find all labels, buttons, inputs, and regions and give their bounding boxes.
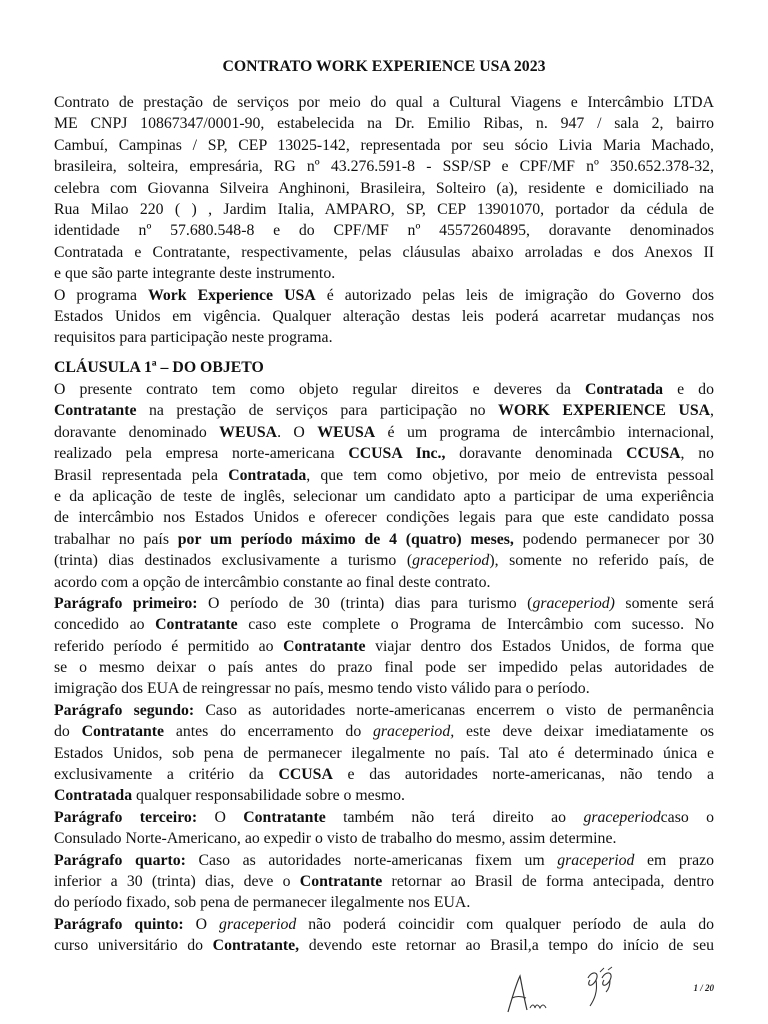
text-run: e das autoridades norte-americanas, não tendo a (332, 766, 714, 784)
text-run: concedido ao (54, 616, 156, 634)
bold-term: WORK EXPERIENCE USA (498, 402, 711, 420)
intro-line: celebra com Giovanna Silveira Anghinoni, Brasileira, Solteiro (a), residente e domiciliado na (54, 179, 714, 197)
clause-line (54, 529, 714, 550)
text-run: (trinta) dias destinados exclusivamente a turismo ( (54, 552, 413, 570)
italic-term: graceperiod (412, 552, 490, 570)
text-run: do (54, 723, 82, 741)
italic-term: graceperiod) (532, 594, 615, 612)
intro-line: Contrato de prestação de serviços por meio do qual a Cultural Viagens e Intercâmbio LTDA (54, 94, 714, 111)
text-run: trabalhar no país (54, 530, 178, 548)
text-run: O presente contrato tem como objeto regular direitos e deveres da (54, 381, 585, 398)
text-run: é um programa de intercâmbio internacional, (375, 423, 714, 441)
text-run: não poderá coincidir com qualquer período de aula do (296, 915, 714, 933)
paragraph-2-line (54, 721, 714, 742)
signature-initials-1 (500, 968, 560, 1018)
text-run: doravante denominada (445, 445, 627, 463)
paragraph-2-line (54, 785, 714, 806)
text-run: O (183, 915, 220, 933)
clause-1-body (54, 379, 714, 957)
clause-line: de intercâmbio nos Estados Unidos e oferecer condições legais para que este candidato possa (54, 509, 714, 527)
intro-paragraph (54, 92, 714, 349)
clause-heading: CLÁUSULA 1ª – DO OBJETO (54, 359, 264, 376)
bold-term: Contratante (155, 616, 238, 634)
text-run: O programa (54, 286, 148, 304)
paragraph-label: Parágrafo segundo: (54, 701, 195, 719)
program-line (54, 285, 714, 306)
text-run: também não terá direito ao (325, 808, 584, 826)
page-number: 1 / 20 (693, 983, 714, 993)
text-run: , que tem como objetivo, por meio de entrevista pessoal (306, 466, 714, 484)
intro-line: Cambuí, Campinas / SP, CEP 13025-142, representada por seu sócio Livia Maria Machado, (54, 136, 714, 154)
text-run: exclusivamente a critério da (54, 766, 279, 784)
bold-term: Contratante (81, 723, 165, 741)
text-run: é autorizado pelas leis de imigração do Governo dos (315, 286, 714, 304)
text-run: , (710, 402, 714, 420)
paragraph-4-line (54, 850, 714, 871)
text-run: realizado pela empresa norte-americana (54, 445, 349, 463)
italic-term: graceperiod, (373, 723, 455, 741)
text-run: Caso as autoridades norte-americanas fixem um (185, 851, 558, 869)
text-run: Brasil representada pela (54, 466, 229, 484)
text-run: ), somente no referido país, de (489, 552, 714, 570)
bold-term: Contratante (243, 808, 326, 826)
text-run: retornar ao Brasil de forma antecipada, dentro (382, 872, 714, 890)
bold-term: CCUSA Inc., (348, 445, 446, 463)
text-run: Caso as autoridades norte-americanas encerrem o visto de permanência (194, 701, 714, 719)
bold-term: por um período máximo de 4 (quatro) meses, (177, 530, 514, 548)
intro-line: brasileira, solteira, empresária, RG nº 43.276.591-8 - SSP/SP e CPF/MF nº 350.652.378-32, (54, 158, 714, 176)
paragraph-5-line (54, 914, 714, 935)
text-run: O período de 30 (trinta) dias para turismo ( (197, 594, 533, 612)
clause-line (54, 465, 714, 486)
italic-term: graceperiod (557, 851, 635, 869)
intro-line: ME CNPJ 10867347/0001-90, estabelecida na Dr. Emilio Ribas, n. 947 / sala 2, bairro (54, 115, 714, 133)
text-run: inferior a 30 (trinta) dias, deve o (54, 872, 300, 890)
bold-term: Contratante, (212, 937, 300, 955)
paragraph-1-line: imigração dos EUA de reingressar no país, mesmo tendo visto válido para o período. (54, 680, 590, 698)
italic-term: graceperiod (219, 915, 297, 933)
program-name: Work Experience USA (147, 286, 316, 304)
bold-term: Contratada (584, 381, 664, 398)
clause-line: acordo com a opção de intercâmbio constante ao final deste contrato. (54, 573, 491, 591)
text-run: podendo permanecer por 30 (513, 530, 714, 548)
paragraph-label: Parágrafo quinto: (54, 915, 184, 933)
bold-term: CCUSA (278, 766, 333, 784)
italic-term: graceperiod (583, 808, 661, 826)
paragraph-label: Parágrafo primeiro: (54, 594, 198, 612)
text-run: somente será (614, 594, 714, 612)
paragraph-3-line: Consulado Norte-Americano, ao expedir o visto de trabalho do mesmo, assim determine. (54, 830, 617, 848)
paragraph-2-line (54, 764, 714, 785)
signature-initials-2 (582, 966, 622, 1010)
paragraph-3-line (54, 807, 714, 828)
bold-term: Contratante (299, 872, 383, 890)
bold-term: Contratada (228, 466, 307, 484)
clause-line (54, 422, 714, 443)
bold-term: WEUSA (317, 423, 376, 441)
intro-line: e que são parte integrante deste instrumento. (54, 265, 336, 283)
clause-line (54, 443, 714, 464)
bold-term: WEUSA (219, 423, 278, 441)
intro-line: Rua Milao 220 ( ) , Jardim Italia, AMPARO, SP, CEP 13901070, portador da cédula de (54, 200, 714, 218)
text-run: , no (680, 445, 714, 463)
text-run: devendo este retornar ao Brasil,a tempo do início de seu (299, 937, 714, 955)
paragraph-1-line (54, 614, 714, 635)
text-run: e do (663, 381, 714, 398)
bold-term: Contratante (54, 402, 137, 420)
text-run: este deve deixar imediatamente os (454, 723, 714, 741)
paragraph-label: Parágrafo quarto: (54, 851, 186, 869)
intro-line: identidade nº 57.680.548-8 e do CPF/MF nº 45572604895, doravante denominados (54, 222, 714, 240)
text-run: curso universitário do (54, 937, 213, 955)
paragraph-2-line: Estados Unidos, sob pena de permanecer ilegalmente no país. Tal ato é determinado única e (54, 744, 714, 762)
text-run: referido período é permitido ao (54, 637, 284, 655)
program-line: Estados Unidos em vigência. Qualquer alteração destas leis poderá acarretar mudanças nos (54, 307, 714, 325)
paragraph-4-line (54, 871, 714, 892)
paragraph-1-line (54, 593, 714, 614)
program-line: requisitos para participação neste programa. (54, 329, 333, 347)
paragraph-5-line (54, 935, 714, 956)
text-run: na prestação de serviços para participação no (136, 402, 499, 420)
clause-line (54, 550, 714, 571)
paragraph-2-line (54, 700, 714, 721)
clause-line (54, 379, 714, 400)
text-run: qualquer responsabilidade sobre o mesmo. (132, 787, 405, 805)
text-run: antes do encerramento do (164, 723, 374, 741)
paragraph-label: Parágrafo terceiro: (54, 808, 198, 826)
text-run: doravante denominado (54, 423, 220, 441)
text-run: caso este complete o Programa de Intercâmbio com sucesso. No (237, 616, 714, 634)
bold-term: CCUSA (626, 445, 681, 463)
document-title: CONTRATO WORK EXPERIENCE USA 2023 (222, 58, 546, 75)
text-run: viajar dentro dos Estados Unidos, de forma que (365, 637, 714, 655)
text-run: caso o (660, 808, 714, 826)
text-run: O (197, 808, 244, 826)
bold-term: Contratada (54, 787, 133, 805)
intro-line: Contratada e Contratante, respectivamente, pelas cláusulas abaixo arroladas e dos Anexos II (54, 243, 714, 261)
paragraph-1-line: se o mesmo deixar o país antes do prazo final pode ser impedido pelas autoridades de (54, 659, 714, 677)
text-run: . O (277, 423, 318, 441)
clause-line (54, 400, 714, 421)
text-run: em prazo (634, 851, 714, 869)
paragraph-1-line (54, 636, 714, 657)
bold-term: Contratante (283, 637, 366, 655)
clause-line: e da aplicação de teste de inglês, selecionar um candidato apto a participar de uma experiência (54, 487, 714, 505)
paragraph-4-line: do período fixado, sob pena de permanecer ilegalmente nos EUA. (54, 894, 471, 912)
